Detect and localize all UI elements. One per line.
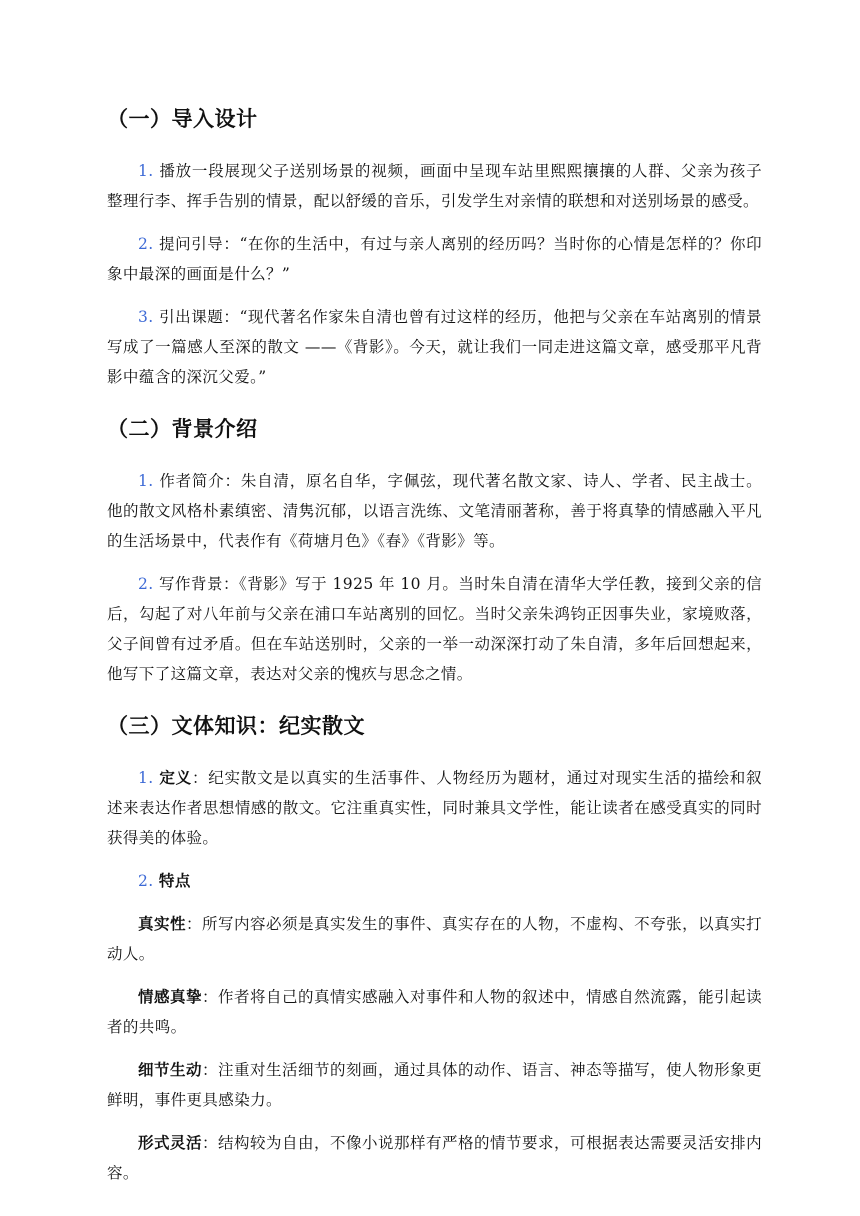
section-heading-intro: （一）导入设计 bbox=[107, 107, 258, 131]
feature-term: 形式灵活 bbox=[138, 1133, 203, 1152]
paragraph bbox=[107, 229, 762, 289]
paragraph-text: 作者简介：朱自清，原名自华，字佩弦，现代著名散文家、诗人、学者、民主战士。他的散文风格朴素缜密、清隽沉郁，以语言洗练、文笔清丽著称，善于将真挚的情感融入平凡的生活场景中，代表作有《荷塘月色》《春》《背影》等。 bbox=[107, 472, 762, 550]
feature-item bbox=[107, 909, 762, 969]
paragraph bbox=[107, 302, 762, 392]
definition-term: 定义 bbox=[159, 768, 192, 787]
features-title bbox=[107, 866, 762, 896]
list-number: 1. bbox=[138, 472, 154, 490]
definition-paragraph bbox=[107, 763, 762, 853]
paragraph bbox=[107, 569, 762, 689]
feature-item bbox=[107, 1055, 762, 1115]
paragraph-text: 播放一段展现父子送别场景的视频，画面中呈现车站里熙熙攘攘的人群、父亲为孩子整理行李、挥手告别的情景，配以舒缓的音乐，引发学生对亲情的联想和对送别场景的感受。 bbox=[107, 162, 762, 210]
paragraph-text: ：纪实散文是以真实的生活事件、人物经历为题材，通过对现实生活的描绘和叙述来表达作者思想情感的散文。它注重真实性，同时兼具文学性，能让读者在感受真实的同时获得美的体验。 bbox=[107, 769, 762, 847]
section-heading-genre: （三）文体知识：纪实散文 bbox=[107, 714, 365, 738]
feature-text: ：所写内容必须是真实发生的事件、真实存在的人物，不虚构、不夸张，以真实打动人。 bbox=[107, 915, 763, 963]
list-number: 1. bbox=[138, 769, 154, 787]
feature-term: 真实性 bbox=[138, 914, 187, 933]
feature-item bbox=[107, 982, 762, 1042]
list-number: 2. bbox=[138, 235, 154, 253]
feature-term: 细节生动 bbox=[138, 1060, 203, 1079]
feature-text: ：作者将自己的真情实感融入对事件和人物的叙述中，情感自然流露，能引起读者的共鸣。 bbox=[107, 988, 762, 1036]
feature-item bbox=[107, 1128, 762, 1188]
paragraph bbox=[107, 156, 762, 216]
paragraph-text: 提问引导：“在你的生活中，有过与亲人离别的经历吗？当时你的心情是怎样的？你印象中最深的画面是什么？” bbox=[107, 235, 762, 283]
feature-text: ：结构较为自由，不像小说那样有严格的情节要求，可根据表达需要灵活安排内容。 bbox=[107, 1134, 762, 1182]
features-term: 特点 bbox=[158, 871, 191, 890]
paragraph-text: 引出课题：“现代著名作家朱自清也曾有过这样的经历，他把与父亲在车站离别的情景写成了一篇感人至深的散文 ——《背影》。今天，就让我们一同走进这篇文章，感受那平凡背影中蕴含的深沉父爱。” bbox=[107, 308, 762, 386]
feature-text: ：注重对生活细节的刻画，通过具体的动作、语言、神态等描写，使人物形象更鲜明，事件更具感染力。 bbox=[107, 1061, 762, 1109]
list-number: 1. bbox=[138, 162, 154, 180]
paragraph bbox=[107, 466, 762, 556]
list-number: 3. bbox=[138, 308, 154, 326]
paragraph-text: 写作背景：《背影》写于 1925 年 10 月。当时朱自清在清华大学任教，接到父亲的信后，勾起了对八年前与父亲在浦口车站离别的回忆。当时父亲朱鸿钧正因事失业，家境败落，父子间曾有过矛盾。但在车站送别时，父亲的一举一动深深打动了朱自清，多年后回想起来，他写下了这篇文章，表达对父亲的愧疚与思念之情。 bbox=[107, 575, 762, 683]
list-number: 2. bbox=[138, 575, 154, 593]
section-heading-background: （二）背景介绍 bbox=[107, 417, 258, 441]
feature-term: 情感真挚 bbox=[138, 987, 203, 1006]
list-number: 2. bbox=[138, 872, 154, 890]
